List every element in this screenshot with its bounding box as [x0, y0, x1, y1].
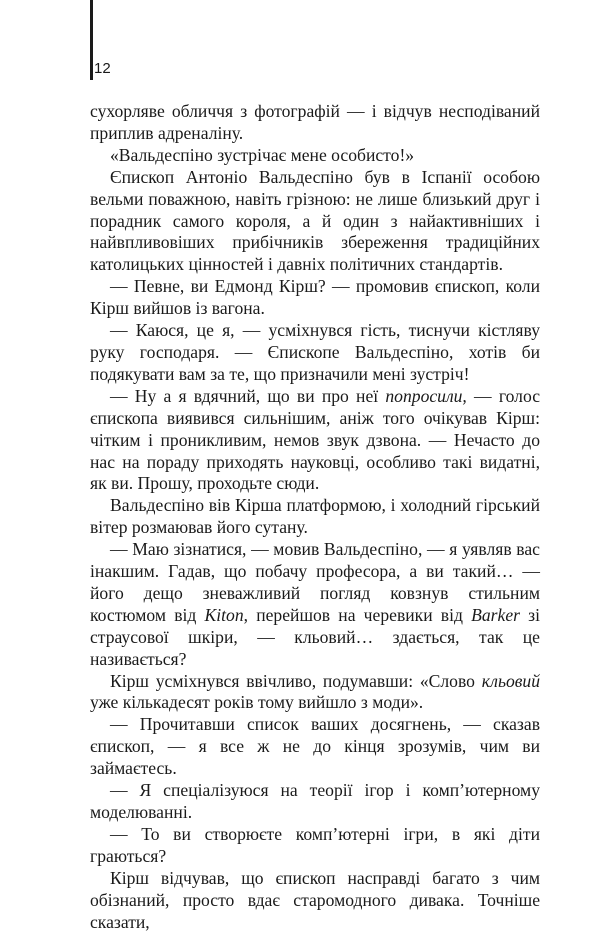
- paragraph: [90, 868, 540, 934]
- paragraph: [90, 714, 540, 780]
- paragraph: [90, 320, 540, 386]
- text-run: — Я спеціалізуюся на теорії ігор і комп’ютерному моделюванні.: [90, 780, 540, 822]
- page-number: 12: [94, 60, 111, 77]
- body-text: [90, 101, 540, 933]
- paragraph: [90, 495, 540, 539]
- italic-run: Kiton: [204, 604, 244, 625]
- text-run: — голос єпископа виявився сильнішим, аніж того очікував Кірш: чітким і проникливим, немов звук дзвона. — Нечасто до нас на пораду приходять науковці, особливо такі видатні, як ви. Прошу, проходьте сюди.: [90, 385, 540, 494]
- text-run: — Прочитавши список ваших досягнень, — сказав єпископ, — я все ж не до кінця зрозумів, чим ви займаєтесь.: [90, 714, 540, 779]
- text-run: Кірш усміхнувся ввічливо, подумавши: «Слово: [110, 670, 482, 691]
- text-run: сухорляве обличчя з фотографій — і відчув несподіваний приплив адреналіну.: [90, 101, 540, 143]
- margin-rule: [90, 0, 93, 80]
- text-run: — Певне, ви Едмонд Кірш? — промовив єпископ, коли Кірш вийшов із вагона.: [90, 276, 540, 319]
- text-run: Єпископ Антоніо Вальдеспіно був в Іспанії особою вельми поважною, навіть грізною: не лише близький друг і порадник самого короля, а й один з найактивніших і найвпливовіших прибічників збереження традиційних католицьких цінностей і давніх політичних стандартів.: [90, 166, 540, 275]
- paragraph: [90, 671, 540, 715]
- paragraph: [90, 101, 540, 145]
- text-run: , перейшов на черевики від: [243, 604, 472, 625]
- paragraph: [90, 386, 540, 496]
- text-run: — Ну а я вдячний, що ви про неї: [110, 385, 386, 406]
- paragraph: [90, 167, 540, 277]
- paragraph: [90, 145, 540, 167]
- text-run: — То ви створюєте комп’ютерні ігри, в які діти граються?: [90, 823, 540, 866]
- italic-run: попросили,: [385, 385, 467, 406]
- text-run: «Вальдеспіно зустрічає мене особисто!»: [110, 144, 415, 165]
- italic-run: кльовий: [481, 670, 540, 691]
- paragraph: [90, 780, 540, 824]
- text-run: — Каюся, це я, — усміхнувся гість, тиснучи кістляву руку господаря. — Єпископе Вальдеспіно, хотів би подякувати вам за те, що призначили мені зустріч!: [90, 320, 540, 384]
- text-run: — Маю зізнатися, — мовив Вальдеспіно, — я уявляв вас інакшим. Гадав, що побачу професора, а ви такий… — його дещо зневажливий погляд ковзнув стильним костюмом від: [90, 539, 540, 625]
- paragraph: [90, 276, 540, 320]
- text-run: уже кількадесят років тому вийшло з моди».: [90, 692, 424, 713]
- text-run: зі страусової шкіри, — кльовий… здається, так це називається?: [90, 604, 540, 669]
- text-run: Вальдеспіно вів Кірша платформою, і холодний гірський вітер розмаював його сутану.: [90, 495, 540, 538]
- text-run: Кірш відчував, що єпископ насправді багато з чим обізнаний, просто вдає старомодного дивака. Точніше сказати,: [90, 867, 540, 932]
- italic-run: Barker: [471, 604, 520, 625]
- paragraph: [90, 824, 540, 868]
- paragraph: [90, 539, 540, 670]
